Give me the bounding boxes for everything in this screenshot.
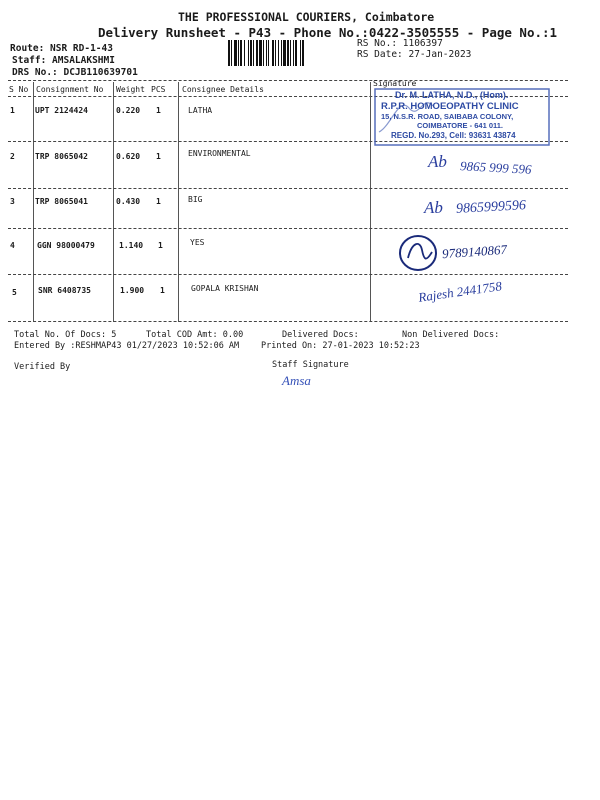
row-consignee: BIG [188,195,203,204]
non-delivered-docs: Non Delivered Docs: [402,330,500,340]
entered-by: Entered By :RESHMAP43 01/27/2023 10:52:06 AM [14,341,240,351]
row-sno: 5 [12,288,17,297]
barcode-image [228,40,352,66]
stamp-line: REGD. No.293, Cell: 93631 43874 [391,131,516,140]
col-header-consignment: Consignment No [36,85,104,94]
signature-name: Rajesh 2441758 [417,278,503,305]
stamp-line: 15, N.S.R. ROAD, SAIBABA COLONY, [381,112,514,121]
company-title: THE PROFESSIONAL COURIERS, Coimbatore [178,10,435,24]
row-weight: 1.140 [119,241,144,250]
row-consignment: GGN 98000479 [37,241,95,250]
row-separator [8,188,568,189]
table-bottom-rule [8,321,568,322]
row-consignee: ENVIRONMENTAL [188,149,251,158]
stamp-line: COIMBATORE - 641 011. [417,121,504,130]
total-cod: Total COD Amt: 0.00 [146,330,244,340]
rs-number: RS No.: 1106397 [357,38,443,49]
signature-initials: Ab [424,198,443,217]
col-header-consignee: Consignee Details [182,85,264,94]
printed-on: Printed On: 27-01-2023 10:52:23 [261,341,420,351]
col-header-weight: Weight [116,85,145,94]
row-weight: 0.620 [116,152,141,161]
staff-signature: Amsa [282,373,311,388]
signature-phone: 9789140867 [441,241,508,262]
col-header-signature: Signature [373,79,417,88]
row-separator [8,274,568,275]
signature-phone: 9865999596 [455,198,527,217]
route-label: Route: NSR RD-1-43 [10,43,113,54]
row-consignment: TRP 8065042 [35,152,88,161]
row-consignment: TRP 8065041 [35,197,88,206]
row-consignment: UPT 2124424 [35,106,88,115]
row-consignment: SNR 6408735 [38,286,91,295]
row-consignee: LATHA [188,106,213,115]
delivered-docs: Delivered Docs: [282,330,359,340]
signature-scribble [396,232,442,274]
row-pcs: 1 [156,152,161,161]
row-pcs: 1 [156,106,161,115]
row-pcs: 1 [160,286,165,295]
row-separator [8,228,568,229]
row-weight: 0.430 [116,197,141,206]
signature-initials: Ab [428,152,447,171]
total-docs: Total No. Of Docs: 5 [14,330,117,340]
row-sno: 4 [10,241,15,250]
col-divider [370,82,371,322]
row-pcs: 1 [156,197,161,206]
row-sno: 3 [10,197,15,206]
row-consignee: YES [190,238,205,247]
col-header-pcs: PCS [151,85,166,94]
staff-signature-label: Staff Signature [272,360,349,370]
row-weight: 0.220 [116,106,141,115]
staff-label: Staff: AMSALAKSHMI [12,55,115,66]
drs-number: DRS No.: DCJB110639701 [12,67,138,78]
runsheet-subtitle: Delivery Runsheet - P43 - Phone No.:0422-3505555 - Page No.:1 [98,25,558,40]
table-top-rule [8,80,568,81]
stamp-line: Dr. M. LATHA, N.D., (Hom). [395,90,509,100]
col-divider [33,82,34,322]
col-divider [178,82,179,322]
col-divider [113,82,114,322]
row-sno: 1 [10,106,15,115]
row-weight: 1.900 [120,286,145,295]
row-sno: 2 [10,152,15,161]
row-pcs: 1 [158,241,163,250]
verified-by: Verified By [14,362,71,372]
row-consignee: GOPALA KRISHAN [191,284,259,293]
col-header-sno: S No [9,85,29,94]
clinic-stamp [373,86,553,146]
stamp-line: R.P.R. HOMOEOPATHY CLINIC [381,101,519,112]
rs-date: RS Date: 27-Jan-2023 [357,49,472,60]
signature-phone: 9865 999 596 [459,158,532,177]
